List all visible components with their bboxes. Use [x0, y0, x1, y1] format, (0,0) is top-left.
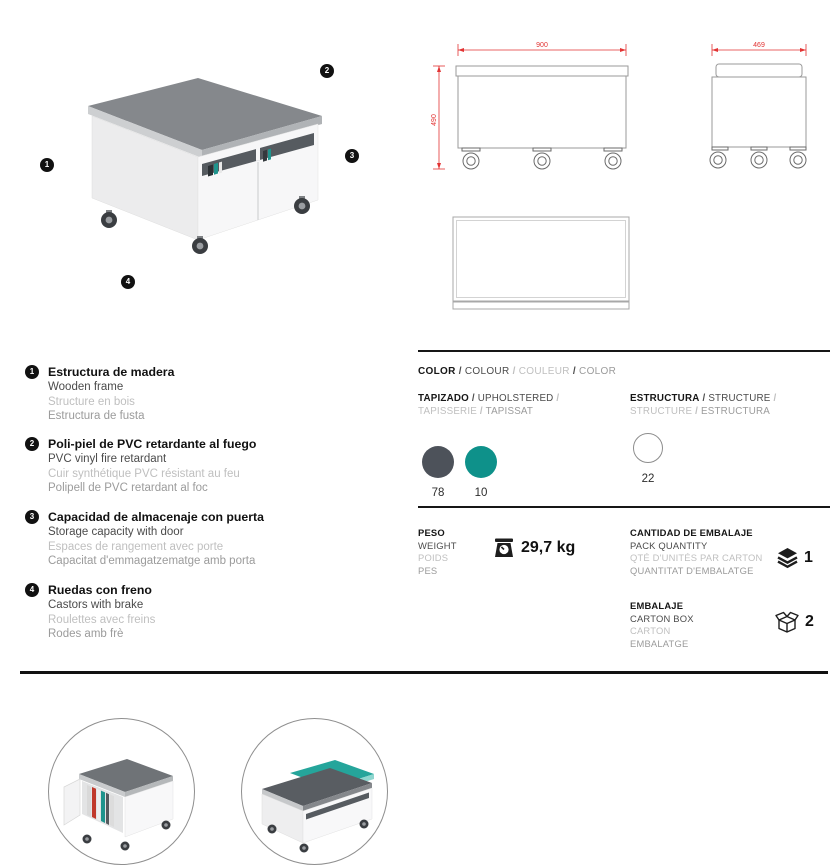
upholstery-swatch-78	[422, 446, 454, 478]
weight-label	[418, 527, 488, 577]
separator: /	[556, 393, 560, 404]
thumbnail-open-door	[48, 718, 195, 865]
drawing-top-view	[452, 216, 630, 312]
dim-front-width: 900	[536, 42, 548, 49]
pack-quantity-en: PACK QUANTITY	[630, 539, 708, 551]
weight-en: WEIGHT	[418, 539, 457, 551]
weight-value: 29,7 kg	[521, 539, 576, 556]
thumbnail-open-door-image	[49, 719, 194, 864]
swatch-code-10: 10	[474, 487, 488, 499]
color-title-fr: COULEUR	[518, 366, 570, 377]
callout-4: 4	[121, 275, 135, 289]
swatch-code-22: 22	[641, 473, 655, 485]
upholstered-en: UPHOLSTERED	[477, 393, 554, 404]
feature-3-fr: Espaces de rangement avec porte	[48, 540, 224, 553]
packaging-fr: CARTON	[630, 625, 671, 636]
feature-item-1	[22, 364, 402, 424]
weight-fr: POIDS	[418, 552, 449, 563]
structure-en: STRUCTURE	[708, 393, 771, 404]
color-section-title	[418, 366, 616, 377]
pack-quantity-label	[630, 527, 780, 577]
separator: /	[773, 393, 777, 404]
divider-middle	[418, 506, 830, 508]
feature-2-number: 2	[25, 437, 39, 451]
upholstered-fr: TAPISSERIE	[418, 406, 477, 417]
dim-front-height: 490	[431, 114, 438, 126]
packaging-label	[630, 600, 780, 650]
upholstered-es: TAPIZADO	[418, 393, 469, 404]
packaging-value-group	[774, 610, 814, 634]
feature-3-es: Capacidad de almacenaje con puerta	[48, 510, 264, 524]
dim-side-width: 469	[753, 42, 765, 49]
separator: /	[512, 366, 516, 377]
thumbnail-two-benches	[241, 718, 388, 865]
weight-es: PESO	[418, 527, 445, 538]
structure-ca: ESTRUCTURA	[701, 406, 770, 417]
product-render-image	[80, 72, 330, 257]
pack-quantity-ca: QUANTITAT D'EMBALATGE	[630, 564, 754, 576]
callout-1: 1	[40, 158, 54, 172]
pack-quantity-es: CANTIDAD DE EMBALAJE	[630, 527, 753, 538]
feature-item-2	[22, 436, 402, 496]
feature-1-fr: Structure en bois	[48, 395, 135, 408]
pack-quantity-value: 1	[804, 548, 813, 566]
feature-4-number: 4	[25, 583, 39, 597]
feature-1-es: Estructura de madera	[48, 365, 175, 379]
feature-1-en: Wooden frame	[48, 381, 124, 393]
color-title-ca: COLOR	[579, 366, 617, 377]
upholstery-swatch-10	[465, 446, 497, 478]
feature-3-number: 3	[25, 510, 39, 524]
separator: /	[471, 393, 475, 404]
structure-header	[630, 392, 830, 418]
feature-4-en: Castors with brake	[48, 599, 144, 611]
upholstered-header	[418, 392, 618, 418]
packaging-en: CARTON BOX	[630, 612, 694, 624]
structure-es: ESTRUCTURA	[630, 393, 700, 404]
feature-2-fr: Cuir synthétique PVC résistant au feu	[48, 467, 240, 480]
packaging-value: 2	[805, 613, 814, 630]
feature-4-ca: Rodes amb frè	[48, 628, 124, 640]
divider-top	[418, 350, 830, 352]
feature-item-4	[22, 582, 402, 642]
feature-4-fr: Roulettes avec freins	[48, 613, 156, 626]
separator: /	[479, 406, 483, 417]
packaging-ca: EMBALATGE	[630, 637, 689, 649]
feature-2-ca: Polipell de PVC retardant al foc	[48, 482, 208, 494]
thumbnail-two-benches-image	[242, 719, 387, 864]
layers-icon	[776, 546, 799, 569]
structure-swatch-22	[633, 433, 663, 463]
swatch-code-78: 78	[431, 487, 445, 499]
callout-2: 2	[320, 64, 334, 78]
feature-1-ca: Estructura de fusta	[48, 410, 145, 422]
feature-2-en: PVC vinyl fire retardant	[48, 453, 167, 465]
structure-fr: STRUCTURE	[630, 406, 693, 417]
feature-2-es: Poli-piel de PVC retardante al fuego	[48, 437, 257, 451]
color-title-en: COLOUR	[464, 366, 510, 377]
separator: /	[458, 366, 462, 377]
feature-3-ca: Capacitat d'emmagatzematge amb porta	[48, 555, 256, 567]
feature-item-3	[22, 509, 402, 569]
separator: /	[572, 366, 576, 377]
packaging-es: EMBALAJE	[630, 600, 684, 611]
separator: /	[695, 406, 699, 417]
separator: /	[702, 393, 706, 404]
drawing-side-view	[702, 36, 817, 178]
feature-4-es: Ruedas con freno	[48, 583, 152, 597]
pack-quantity-fr: QTÉ D'UNITÉS PAR CARTON	[630, 552, 763, 563]
carton-box-icon	[774, 610, 800, 634]
pack-quantity-value-group	[776, 546, 813, 569]
weight-value-group	[492, 536, 575, 560]
color-title-es: COLOR	[418, 366, 456, 377]
feature-3-en: Storage capacity with door	[48, 526, 184, 538]
feature-1-number: 1	[25, 365, 39, 379]
callout-3: 3	[345, 149, 359, 163]
upholstered-ca: TAPISSAT	[485, 406, 534, 417]
weight-ca: PES	[418, 564, 438, 576]
scale-icon	[492, 536, 516, 560]
drawing-front-view	[426, 36, 636, 178]
divider-bottom	[20, 671, 828, 674]
